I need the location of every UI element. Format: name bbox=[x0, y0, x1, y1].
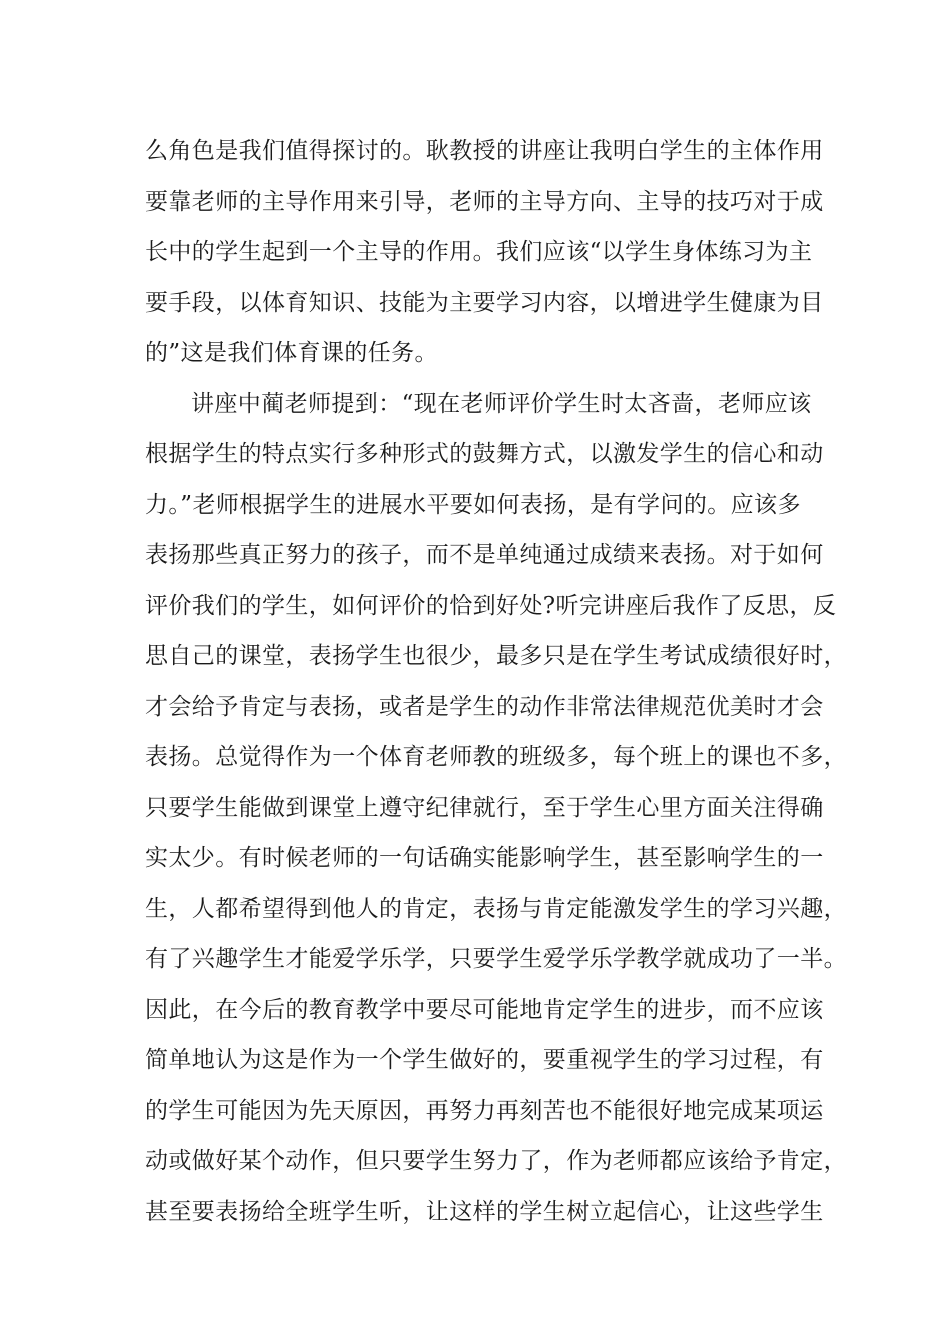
text-line: 的”这是我们体育课的任务。 bbox=[145, 340, 438, 366]
text-line: 么角色是我们值得探讨的。耿教授的讲座让我明白学生的主体作用 bbox=[145, 138, 824, 164]
text-line: 有了兴趣学生才能爱学乐学，只要学生爱学乐学教学就成功了一半。 bbox=[145, 946, 847, 972]
text-line: 要手段，以体育知识、技能为主要学习内容，以增进学生健康为目 bbox=[145, 289, 824, 316]
body-text bbox=[145, 126, 847, 1237]
text-line: 根据学生的特点实行多种形式的鼓舞方式，以激发学生的信心和动 bbox=[145, 441, 824, 467]
text-line: 动或做好某个动作，但只要学生努力了，作为老师都应该给予肯定， bbox=[145, 1148, 847, 1174]
text-line: 表扬。总觉得作为一个体育老师教的班级多，每个班上的课也不多， bbox=[145, 744, 847, 770]
text-line: 的学生可能因为先天原因，再努力再刻苦也不能很好地完成某项运 bbox=[145, 1097, 824, 1124]
text-line: 表扬那些真正努力的孩子，而不是单纯通过成绩来表扬。对于如何 bbox=[145, 542, 824, 568]
text-line: 思自己的课堂，表扬学生也很少，最多只是在学生考试成绩很好时， bbox=[145, 643, 847, 669]
text-line: 生，人都希望得到他人的肯定，表扬与肯定能激发学生的学习兴趣， bbox=[145, 895, 847, 922]
text-line: 甚至要表扬给全班学生听，让这样的学生树立起信心，让这些学生 bbox=[145, 1198, 824, 1225]
text-line: 力。”老师根据学生的进展水平要如何表扬，是有学问的。应该多 bbox=[145, 491, 801, 518]
text-line: 实太少。有时候老师的一句话确实能影响学生，甚至影响学生的一 bbox=[145, 845, 824, 871]
text-line: 长中的学生起到一个主导的作用。我们应该“以学生身体练习为主 bbox=[145, 239, 813, 265]
paragraph-first-line: 讲座中蔺老师提到：“现在老师评价学生时太吝啬，老师应该 bbox=[191, 390, 812, 417]
text-line: 评价我们的学生，如何评价的恰到好处?听完讲座后我作了反思，反 bbox=[145, 592, 837, 619]
text-line: 才会给予肯定与表扬，或者是学生的动作非常法律规范优美时才会 bbox=[145, 693, 824, 720]
text-line: 简单地认为这是作为一个学生做好的，要重视学生的学习过程，有 bbox=[145, 1047, 824, 1073]
text-line: 因此，在今后的教育教学中要尽可能地肯定学生的进步，而不应该 bbox=[145, 996, 824, 1023]
text-line: 要靠老师的主导作用来引导，老师的主导方向、主导的技巧对于成 bbox=[145, 188, 824, 215]
text-line: 只要学生能做到课堂上遵守纪律就行，至于学生心里方面关注得确 bbox=[145, 794, 824, 821]
